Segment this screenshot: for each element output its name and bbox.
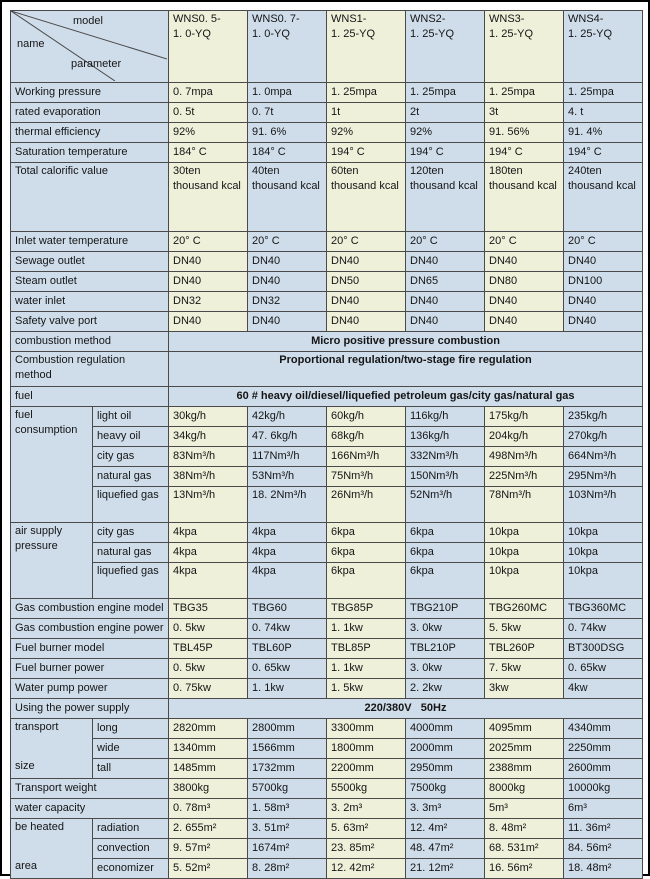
value-cell: 4000mm: [406, 719, 485, 739]
table-row: [11, 387, 643, 407]
table-row: [11, 619, 643, 639]
header-row: [11, 11, 643, 83]
table-row: [11, 679, 643, 699]
value-cell: 136kg/h: [406, 427, 485, 447]
model-line2: 1. 0-YQ: [252, 27, 290, 40]
value-cell: DN40: [327, 312, 406, 332]
value-cell: 2t: [406, 103, 485, 123]
value-cell: 18. 2Nm³/h: [248, 487, 327, 523]
value-cell: 92%: [327, 123, 406, 143]
value-cell: 38Nm³/h: [169, 467, 248, 487]
value-cell: 75Nm³/h: [327, 467, 406, 487]
sub-label: tall: [93, 759, 169, 779]
value-cell: DN40: [248, 312, 327, 332]
value-cell: 103Nm³/h: [564, 487, 643, 523]
value-cell: DN40: [248, 252, 327, 272]
row-label: Water pump power: [11, 679, 169, 699]
value-cell: 1. 0mpa: [248, 83, 327, 103]
value-cell: 3. 0kw: [406, 659, 485, 679]
value-cell: 2250mm: [564, 739, 643, 759]
value-cell: 16. 56m²: [485, 859, 564, 879]
model-header: [564, 11, 643, 83]
span-value: 60 # heavy oil/diesel/liquefied petroleum gas/city gas/natural gas: [169, 387, 643, 407]
value-cell: DN40: [169, 252, 248, 272]
value-cell: TBG210P: [406, 599, 485, 619]
sub-label: radiation: [93, 819, 169, 839]
span-value: Proportional regulation/two-stage fire regulation: [169, 352, 643, 387]
value-cell: DN32: [169, 292, 248, 312]
value-cell: 1. 1kw: [327, 619, 406, 639]
value-cell: TBL45P: [169, 639, 248, 659]
group-label-top: be heated: [15, 821, 64, 833]
value-cell: 0. 78m³: [169, 799, 248, 819]
sub-label: long: [93, 719, 169, 739]
group-label: [11, 819, 93, 879]
value-cell: 91. 56%: [485, 123, 564, 143]
value-cell: 12. 4m²: [406, 819, 485, 839]
group-label: [11, 719, 93, 779]
model-line2: 1. 25-YQ: [489, 27, 534, 40]
row-label: Using the power supply: [11, 699, 169, 719]
value-cell: 8. 28m²: [248, 859, 327, 879]
value-cell: TBG60: [248, 599, 327, 619]
value-cell: 4kpa: [248, 543, 327, 563]
group-label-bottom: area: [15, 860, 38, 873]
value-cell: 68kg/h: [327, 427, 406, 447]
value-cell: 0. 5kw: [169, 619, 248, 639]
value-cell: 6kpa: [327, 523, 406, 543]
value-cell: 1566mm: [248, 739, 327, 759]
value-cell: 0. 74kw: [248, 619, 327, 639]
table-row: [11, 719, 643, 739]
value-cell: 1. 1kw: [327, 659, 406, 679]
table-row: [11, 699, 643, 719]
value-cell: DN40: [564, 292, 643, 312]
value-cell: 3. 2m³: [327, 799, 406, 819]
value-cell: 23. 85m²: [327, 839, 406, 859]
table-row: [11, 163, 643, 232]
value-cell: 3. 0kw: [406, 619, 485, 639]
value-cell: 21. 12m²: [406, 859, 485, 879]
table-row: [11, 252, 643, 272]
value-cell: 2388mm: [485, 759, 564, 779]
value-cell: 0. 5t: [169, 103, 248, 123]
sub-label: liquefied gas: [93, 563, 169, 599]
table-row: [11, 407, 643, 427]
value-cell: 10kpa: [564, 563, 643, 599]
value-cell: TBG35: [169, 599, 248, 619]
value-cell: 0. 7t: [248, 103, 327, 123]
value-cell: 1. 25mpa: [406, 83, 485, 103]
model-header: [406, 11, 485, 83]
row-label: water inlet: [11, 292, 169, 312]
table-row: [11, 563, 643, 599]
value-cell: 1485mm: [169, 759, 248, 779]
value-cell: 1. 25mpa: [327, 83, 406, 103]
value-cell: 4095mm: [485, 719, 564, 739]
value-cell: 6m³: [564, 799, 643, 819]
value-cell: 10kpa: [564, 543, 643, 563]
value-cell: 150Nm³/h: [406, 467, 485, 487]
table-row: [11, 232, 643, 252]
corner-cell: [11, 11, 169, 83]
value-cell: 0. 65kw: [248, 659, 327, 679]
value-cell: 4kpa: [169, 523, 248, 543]
row-label: fuel: [11, 387, 169, 407]
value-cell: 34kg/h: [169, 427, 248, 447]
value-cell: 175kg/h: [485, 407, 564, 427]
model-line1: WNS4-: [568, 13, 604, 25]
value-cell: 1. 25mpa: [485, 83, 564, 103]
value-cell: 5m³: [485, 799, 564, 819]
value-cell: 184° C: [248, 143, 327, 163]
value-cell: 1. 25mpa: [564, 83, 643, 103]
value-cell: DN32: [248, 292, 327, 312]
table-row: [11, 759, 643, 779]
value-cell: 184° C: [169, 143, 248, 163]
span-value: 220/380V 50Hz: [169, 699, 643, 719]
value-cell: 1. 5kw: [327, 679, 406, 699]
model-line2: 1. 25-YQ: [331, 27, 376, 40]
model-header: [327, 11, 406, 83]
model-line1: WNS0. 7-: [252, 13, 300, 25]
value-cell: DN40: [327, 292, 406, 312]
model-line2: 1. 25-YQ: [410, 27, 455, 40]
sub-label: heavy oil: [93, 427, 169, 447]
value-cell: 225Nm³/h: [485, 467, 564, 487]
value-cell: 48. 47m²: [406, 839, 485, 859]
sub-label: convection: [93, 839, 169, 859]
value-cell: 83Nm³/h: [169, 447, 248, 467]
row-label: Transport weight: [11, 779, 169, 799]
model-line1: WNS3-: [489, 13, 525, 25]
value-cell: 4kpa: [248, 523, 327, 543]
table-row: [11, 83, 643, 103]
table-row: [11, 819, 643, 839]
group-label-bottom: size: [15, 760, 35, 773]
row-label: Inlet water temperature: [11, 232, 169, 252]
value-cell: 498Nm³/h: [485, 447, 564, 467]
value-cell: 2000mm: [406, 739, 485, 759]
value-cell: 10kpa: [485, 563, 564, 599]
value-cell: DN50: [327, 272, 406, 292]
value-cell: 91. 4%: [564, 123, 643, 143]
value-cell: 18. 48m²: [564, 859, 643, 879]
value-cell: TBL210P: [406, 639, 485, 659]
value-cell: 10000kg: [564, 779, 643, 799]
sub-label: natural gas: [93, 543, 169, 563]
value-cell: 92%: [169, 123, 248, 143]
value-cell: 7. 5kw: [485, 659, 564, 679]
span-value: Micro positive pressure combustion: [169, 332, 643, 352]
model-line1: WNS0. 5-: [173, 13, 221, 25]
value-cell: 1340mm: [169, 739, 248, 759]
row-label: Safety valve port: [11, 312, 169, 332]
value-cell: 12. 42m²: [327, 859, 406, 879]
value-cell: 91. 6%: [248, 123, 327, 143]
row-label: thermal efficiency: [11, 123, 169, 143]
value-cell: DN40: [248, 272, 327, 292]
row-label: Fuel burner power: [11, 659, 169, 679]
value-cell: 13Nm³/h: [169, 487, 248, 523]
value-cell: 6kpa: [327, 543, 406, 563]
sub-label: economizer: [93, 859, 169, 879]
row-label: Gas combustion engine model: [11, 599, 169, 619]
row-label: Working pressure: [11, 83, 169, 103]
value-cell: 30ten thousand kcal: [169, 163, 248, 232]
value-cell: 3300mm: [327, 719, 406, 739]
value-cell: 9. 57m²: [169, 839, 248, 859]
value-cell: DN40: [485, 252, 564, 272]
table-row: [11, 487, 643, 523]
row-label: Fuel burner model: [11, 639, 169, 659]
value-cell: 270kg/h: [564, 427, 643, 447]
value-cell: 6kpa: [406, 563, 485, 599]
spec-table: [10, 10, 643, 879]
value-cell: 3. 51m²: [248, 819, 327, 839]
value-cell: 20° C: [248, 232, 327, 252]
value-cell: 6kpa: [327, 563, 406, 599]
value-cell: 4340mm: [564, 719, 643, 739]
row-label: Combustion regulation method: [11, 352, 169, 387]
table-row: [11, 312, 643, 332]
table-row: [11, 123, 643, 143]
value-cell: 332Nm³/h: [406, 447, 485, 467]
row-label: combustion method: [11, 332, 169, 352]
corner-label-name: name: [17, 38, 45, 50]
table-row: [11, 739, 643, 759]
value-cell: 20° C: [327, 232, 406, 252]
model-line1: WNS1-: [331, 13, 367, 25]
model-line2: 1. 0-YQ: [173, 27, 211, 40]
corner-label-model: model: [73, 15, 103, 27]
group-label: air supply pressure: [11, 523, 93, 599]
value-cell: 60ten thousand kcal: [327, 163, 406, 232]
table-row: [11, 523, 643, 543]
value-cell: 10kpa: [564, 523, 643, 543]
value-cell: 0. 5kw: [169, 659, 248, 679]
value-cell: 47. 6kg/h: [248, 427, 327, 447]
table-row: [11, 799, 643, 819]
value-cell: TBG260MC: [485, 599, 564, 619]
table-row: [11, 427, 643, 447]
value-cell: 2600mm: [564, 759, 643, 779]
value-cell: 52Nm³/h: [406, 487, 485, 523]
value-cell: TBL85P: [327, 639, 406, 659]
value-cell: 194° C: [406, 143, 485, 163]
value-cell: 4. t: [564, 103, 643, 123]
value-cell: TBL260P: [485, 639, 564, 659]
row-label: rated evaporation: [11, 103, 169, 123]
value-cell: 3t: [485, 103, 564, 123]
row-label: Saturation temperature: [11, 143, 169, 163]
value-cell: DN100: [564, 272, 643, 292]
value-cell: 7500kg: [406, 779, 485, 799]
model-header: [248, 11, 327, 83]
table-row: [11, 639, 643, 659]
value-cell: 0. 7mpa: [169, 83, 248, 103]
table-row: [11, 447, 643, 467]
value-cell: DN40: [564, 252, 643, 272]
value-cell: 235kg/h: [564, 407, 643, 427]
value-cell: DN40: [485, 292, 564, 312]
value-cell: 40ten thousand kcal: [248, 163, 327, 232]
value-cell: 1732mm: [248, 759, 327, 779]
model-line2: 1. 25-YQ: [568, 27, 613, 40]
table-row: [11, 467, 643, 487]
value-cell: 1800mm: [327, 739, 406, 759]
value-cell: 1. 1kw: [248, 679, 327, 699]
value-cell: 42kg/h: [248, 407, 327, 427]
value-cell: DN40: [169, 272, 248, 292]
value-cell: 116kg/h: [406, 407, 485, 427]
value-cell: TBG85P: [327, 599, 406, 619]
table-row: [11, 599, 643, 619]
value-cell: 194° C: [327, 143, 406, 163]
row-label: Total calorific value: [11, 163, 169, 232]
value-cell: 664Nm³/h: [564, 447, 643, 467]
value-cell: DN65: [406, 272, 485, 292]
value-cell: BT300DSG: [564, 639, 643, 659]
value-cell: 20° C: [564, 232, 643, 252]
value-cell: 1674m²: [248, 839, 327, 859]
value-cell: 0. 74kw: [564, 619, 643, 639]
value-cell: DN40: [406, 292, 485, 312]
value-cell: 2800mm: [248, 719, 327, 739]
value-cell: 6kpa: [406, 543, 485, 563]
row-label: Steam outlet: [11, 272, 169, 292]
value-cell: 3800kg: [169, 779, 248, 799]
table-row: [11, 839, 643, 859]
sub-label: light oil: [93, 407, 169, 427]
value-cell: 6kpa: [406, 523, 485, 543]
value-cell: 240ten thousand kcal: [564, 163, 643, 232]
corner-label-parameter: parameter: [71, 58, 122, 70]
value-cell: 0. 75kw: [169, 679, 248, 699]
value-cell: 11. 36m²: [564, 819, 643, 839]
row-label: Sewage outlet: [11, 252, 169, 272]
value-cell: 2. 655m²: [169, 819, 248, 839]
value-cell: 2. 2kw: [406, 679, 485, 699]
table-row: [11, 332, 643, 352]
value-cell: 20° C: [169, 232, 248, 252]
row-label: water capacity: [11, 799, 169, 819]
value-cell: DN40: [406, 252, 485, 272]
value-cell: TBL60P: [248, 639, 327, 659]
value-cell: 92%: [406, 123, 485, 143]
value-cell: 30kg/h: [169, 407, 248, 427]
sub-label: city gas: [93, 523, 169, 543]
value-cell: 120ten thousand kcal: [406, 163, 485, 232]
sub-label: liquefied gas: [93, 487, 169, 523]
sub-label: city gas: [93, 447, 169, 467]
value-cell: 166Nm³/h: [327, 447, 406, 467]
sub-label: natural gas: [93, 467, 169, 487]
value-cell: DN80: [485, 272, 564, 292]
group-label: fuel consumption: [11, 407, 93, 523]
value-cell: TBG360MC: [564, 599, 643, 619]
value-cell: 8000kg: [485, 779, 564, 799]
value-cell: 4kpa: [248, 563, 327, 599]
value-cell: 4kw: [564, 679, 643, 699]
value-cell: 117Nm³/h: [248, 447, 327, 467]
value-cell: 295Nm³/h: [564, 467, 643, 487]
value-cell: 5. 5kw: [485, 619, 564, 639]
value-cell: DN40: [485, 312, 564, 332]
value-cell: 8. 48m²: [485, 819, 564, 839]
value-cell: 2820mm: [169, 719, 248, 739]
value-cell: 3kw: [485, 679, 564, 699]
value-cell: 2200mm: [327, 759, 406, 779]
model-header: [485, 11, 564, 83]
value-cell: 194° C: [485, 143, 564, 163]
table-row: [11, 292, 643, 312]
sub-label: wide: [93, 739, 169, 759]
value-cell: 5. 52m²: [169, 859, 248, 879]
value-cell: 5700kg: [248, 779, 327, 799]
value-cell: 26Nm³/h: [327, 487, 406, 523]
value-cell: 5500kg: [327, 779, 406, 799]
table-row: [11, 543, 643, 563]
value-cell: DN40: [406, 312, 485, 332]
value-cell: 1. 58m³: [248, 799, 327, 819]
value-cell: 3. 3m³: [406, 799, 485, 819]
value-cell: 53Nm³/h: [248, 467, 327, 487]
value-cell: 20° C: [406, 232, 485, 252]
value-cell: 5. 63m²: [327, 819, 406, 839]
value-cell: 204kg/h: [485, 427, 564, 447]
table-row: [11, 659, 643, 679]
table-row: [11, 272, 643, 292]
value-cell: 10kpa: [485, 543, 564, 563]
value-cell: 194° C: [564, 143, 643, 163]
value-cell: 10kpa: [485, 523, 564, 543]
table-row: [11, 143, 643, 163]
value-cell: 78Nm³/h: [485, 487, 564, 523]
value-cell: 84. 56m²: [564, 839, 643, 859]
model-line1: WNS2-: [410, 13, 446, 25]
value-cell: 180ten thousand kcal: [485, 163, 564, 232]
value-cell: 68. 531m²: [485, 839, 564, 859]
value-cell: 1t: [327, 103, 406, 123]
table-row: [11, 103, 643, 123]
value-cell: 20° C: [485, 232, 564, 252]
value-cell: 2950mm: [406, 759, 485, 779]
value-cell: DN40: [327, 252, 406, 272]
value-cell: 2025mm: [485, 739, 564, 759]
value-cell: 4kpa: [169, 563, 248, 599]
group-label-top: transport: [15, 721, 59, 733]
value-cell: 60kg/h: [327, 407, 406, 427]
table-row: [11, 779, 643, 799]
value-cell: DN40: [169, 312, 248, 332]
model-header: [169, 11, 248, 83]
value-cell: DN40: [564, 312, 643, 332]
value-cell: 0. 65kw: [564, 659, 643, 679]
table-row: [11, 352, 643, 387]
row-label: Gas combustion engine power: [11, 619, 169, 639]
value-cell: 4kpa: [169, 543, 248, 563]
